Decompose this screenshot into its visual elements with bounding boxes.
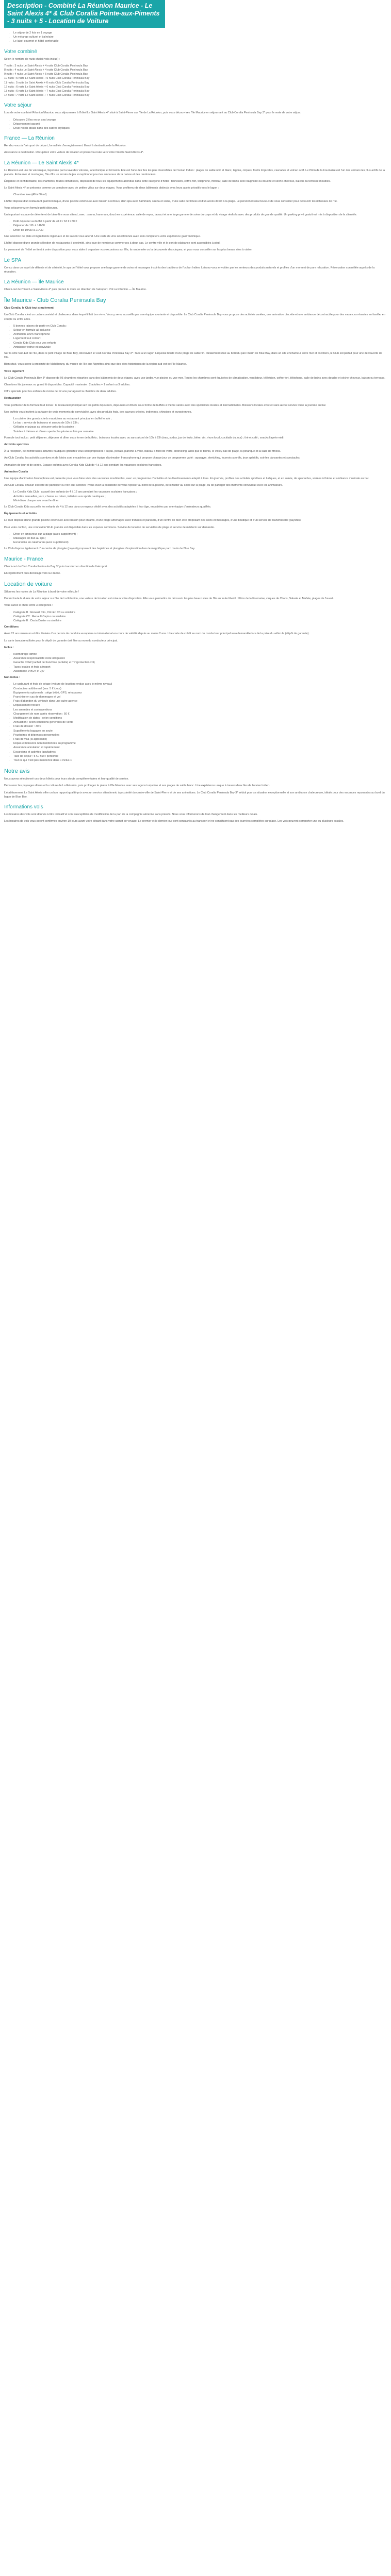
list-item: • Assurance responsabilité civile obligatoire	[13, 656, 387, 660]
combined-line: 14 nuits : 7 nuits Le Saint Alexis + 7 nuits Club Coralia Peninsula Bay	[4, 94, 90, 97]
extras-list	[4, 532, 387, 545]
stay-list	[4, 118, 387, 131]
paragraph: Sur la côte Sud-Est de l'île, dans le petit village de Blue Bay, découvrez le Club Coralia Peninsula Bay 3* : face à un lagon turquoise bordé d'une plage de sable fin. Idéalement situé au bord du parc marin de Blue Bay, dans un site enchanteur entre mer et cocotiers, le Club est parfait pour une découverte de l'île.	[4, 351, 382, 360]
subtitle	[4, 470, 387, 474]
list-item: • Catégorie B : Renault Clio, Citroën C3 ou similaire	[13, 611, 387, 615]
list-item: • Excursions en catamaran (avec supplément)	[13, 540, 387, 545]
list-item: • Mini-disco chaque soir avant le dîner	[13, 499, 387, 503]
list-item: • Chambre luxe (40 à 60 m²)	[13, 193, 387, 197]
combined-line: 11 nuits : 5 nuits Le Saint Alexis + 6 nuits Club Coralia Peninsula Bay	[4, 81, 89, 84]
paragraph: Le personnel de l'hôtel se tient à votre disposition pour vous aider à organiser vos excursions sur l'île, la randonnée ou la découverte des cirques, et pour vous conseiller sur les plus beaux sites à visiter.	[4, 248, 253, 252]
paragraph: Les horaires de vols vous seront confirmés environ 10 jours avant votre départ dans votre carnet de voyage. Le premier et le dernier jour sont consacrés au transport et ne constituent pas des journées complètes sur place. Les vols peuvent comporter une ou plusieurs escales.	[4, 820, 344, 823]
subtitle-text: Non inclus :	[4, 676, 20, 680]
paragraph: La Réunion est une île volcanique, façonnée par la lave des volcans, la tectonique et l'érosion. Elle est l'une des îles les plus diversifiées de l'océan Indien : plages de sable noir et blanc, lagons, cirques, forêts tropicales, cascades et volcan actif. Le Piton de la Fournaise est l'un des volcans les plus actifs de la planète. Entre mer et montagne, l'île offre un terrain de jeu exceptionnel pour les amoureux de la nature et des randonnées.	[4, 168, 385, 176]
paragraph: Selon le nombre de nuits choisi (vols inclus) :	[4, 57, 60, 61]
paragraph: Conçu dans un esprit de détente et de sérénité, le spa de l'hôtel vous propose une large gamme de soins et massages inspirés des traditions de l'océan Indien. Laissez-vous envoûter par les senteurs des produits naturels et profitez d'un moment de pure relaxation. Réservation conseillée auprès de la réception.	[4, 266, 375, 274]
page-title-banner: Description - Combiné La Réunion Maurice - Le Saint Alexis 4* & Club Coralia Pointe-aux-Piments - 3 nuits + 5 - Location de Voiture	[4, 0, 165, 28]
paragraph: L'établissement Le Saint Alexis offre un bon rapport qualité-prix avec un service attentionné, à proximité du centre-ville de Saint-Pierre et de ses animations. Le Club Coralia Peninsula Bay 3* séduit pour sa situation exceptionnelle et son ambiance chaleureuse, idéale pour des vacances reposantes au bord du lagon de Blue Bay.	[4, 791, 385, 799]
list-item: • Frais d'abandon du véhicule dans une autre agence	[13, 699, 387, 703]
paragraph: Un important espace de détente et de bien-être vous attend, avec : sauna, hammam, douches expérience, salle de repos, jacuzzi et une large gamme de soins du corps et du visage réalisés avec des produits de grande qualité. Un parking privé gratuit est mis à disposition de la clientèle.	[4, 213, 357, 217]
section-title-return: Maurice - France	[4, 556, 43, 562]
paragraph: Durant toute la durée de votre séjour sur l'île de La Réunion, une voiture de location est mise à votre disposition. Elle vous permettra de découvrir les plus beaux sites de l'île en toute liberté : Piton de la Fournaise, cirques de Cilaos, Salazie et Mafate, plages de l'ouest...	[4, 597, 335, 601]
section-title-hotel2: Île Maurice - Club Coralia Peninsula Bay	[4, 297, 106, 304]
list-item: • Dépassement horaire	[13, 703, 387, 707]
list-item: • Catégorie C2 : Renault Captur ou similaire	[13, 615, 387, 619]
combined-lines	[4, 64, 387, 98]
list-item: • Le Coralia Kids Club : accueil des enfants de 4 à 12 ans pendant les vacances scolaires françaises ;	[13, 490, 387, 494]
list-item: • Grillades et pizzas au déjeuner près de la piscine ;	[13, 425, 387, 429]
list-item: • Les amendes et contraventions	[13, 708, 387, 712]
list-item: • Le label gourmet et hôtel confortable	[13, 39, 387, 43]
list-item: • Petit déjeuner au buffet à partir de 44 € / 63 € / 80 €	[13, 219, 387, 224]
list-item: • Dépaysement garanti	[13, 122, 387, 126]
subtitle	[4, 512, 387, 516]
paragraph: Nos buffets vous invitent à partager de vrais moments de convivialité, avec des produits frais, des saveurs créoles, indiennes, chinoises et européennes.	[4, 410, 192, 414]
section-title-opinion: Notre avis	[4, 768, 30, 775]
combined-line: 8 nuits : 4 nuits Le Saint Alexis + 4 nuits Club Coralia Peninsula Bay	[4, 69, 88, 72]
combined-line: 13 nuits : 6 nuits Le Saint Alexis + 7 nuits Club Coralia Peninsula Bay	[4, 90, 90, 93]
subtitle	[4, 646, 387, 650]
intro-list	[4, 31, 387, 44]
list-item: • Logement tout confort	[13, 336, 387, 341]
list-item: • Annulation : selon conditions générales de vente	[13, 720, 387, 724]
paragraph: Le Club Coralia Peninsula Bay 3* dispose de 95 chambres réparties dans des bâtiments de deux étages, avec vue jardin, vue piscine ou vue mer. Toutes les chambres sont équipées de climatisation, ventilateur, télévision, coffre-fort, téléphone, salle de bains avec douche et sèche-cheveux, balcon ou terrasse.	[4, 376, 385, 380]
list-item: • Découvrir 2 îles en un seul voyage	[13, 118, 387, 122]
list-item: • Équipements optionnels : siège bébé, GPS, rehausseur	[13, 691, 387, 695]
paragraph: Une sélection de plats et ingrédients régionaux et de saison vous attend. Une carte de vins sélectionnés avec soin complétera votre expérience gastronomique.	[4, 234, 201, 238]
paragraph: Au Club Coralia, chacun est libre de participer ou non aux activités : vous avez la possibilité de vous reposer au bord de la piscine, de lézarder au soleil sur la plage, ou de partager des moments conviviaux avec les animateurs.	[4, 484, 283, 487]
paragraph: Bien situé, vous serez à proximité de Mahébourg, du musée de l'île aux Aigrettes ainsi que des sites historiques de la région sud-est de l'île Maurice.	[4, 363, 187, 366]
list-item: • Kilométrage illimité	[13, 652, 387, 656]
list-item: • Le carburant et frais de péage (voiture de location rendue avec le même niveau)	[13, 682, 387, 686]
subtitle-text: Inclus :	[4, 646, 14, 649]
paragraph: Offre spéciale pour les enfants de moins de 12 ans partageant la chambre de deux adultes.	[4, 390, 117, 394]
paragraph: Vous profiterez de la formule tout inclus : le restaurant principal sert les petits déjeuners, déjeuners et dîners sous forme de buffets à thème variés avec des spécialités locales et internationales. Boissons locales avec et sans alcool servies toute la journée au bar.	[4, 403, 327, 407]
kids-list	[4, 490, 387, 503]
subtitle	[4, 443, 387, 447]
room-list	[4, 193, 387, 197]
list-item: • Garantie CDW (rachat de franchise partielle) et TP (protection vol)	[13, 660, 387, 665]
list-item: • Coralia Kids Club pour vos enfants	[13, 341, 387, 345]
combined-line: 9 nuits : 4 nuits Le Saint Alexis + 5 nuits Club Coralia Peninsula Bay	[4, 73, 88, 76]
paragraph: Le club dispose d'une grande piscine extérieure avec bassin pour enfants, d'une plage aménagée avec transats et parasols, d'un centre de bien-être proposant des soins et massages, d'une boutique et d'un service de blanchisserie (payants).	[4, 519, 302, 522]
paragraph: Les horaires des vols sont donnés à titre indicatif et sont susceptibles de modification de la part de la compagnie aérienne sans préavis. Nous vous informerons de tout changement dans les meilleurs délais.	[4, 812, 258, 816]
paragraph: La carte bancaire utilisée pour le dépôt de garantie doit être au nom du conducteur principal.	[4, 639, 118, 642]
subtitle	[4, 625, 387, 629]
list-item: • Conducteur additionnel (env. 5 € / jour)	[13, 687, 387, 691]
list-item: • Séjour en formule all inclusive	[13, 328, 387, 332]
list-item: • Un mélange culturel et balnéaire	[13, 35, 387, 39]
section-title-transfer: La Réunion — Île Maurice	[4, 279, 64, 285]
list-item: • Le séjour de 2 fois en 1 voyage	[13, 31, 387, 35]
subtitle-text: Restauration	[4, 397, 21, 400]
paragraph: Vous aurez le choix entre 3 catégories :	[4, 604, 53, 607]
subtitle-text: Animation Coralia	[4, 470, 28, 473]
paragraph: Vous séjournerez en formule petit déjeuner.	[4, 206, 58, 210]
list-item: • Deux hôtels idéals dans des cadres idylliques	[13, 126, 387, 130]
list-item: • Taxes locales et frais aéroport	[13, 665, 387, 669]
subtitle-text: Activités sportives	[4, 443, 29, 446]
list-item: • Pourboires et dépenses personnelles	[13, 733, 387, 737]
car-category-list	[4, 611, 387, 623]
combined-line: 10 nuits : 5 nuits Le Saint Alexis + 5 nuits Club Coralia Peninsula Bay	[4, 77, 90, 80]
subtitle	[4, 306, 387, 310]
list-item: • Excursions et activités facultatives	[13, 750, 387, 754]
paragraph: Assistance à destination. Récupérez votre voiture de location et prenez la route vers votre hôtel le Saint Alexis 4*.	[4, 151, 144, 155]
section-title-car: Location de voiture	[4, 581, 52, 588]
paragraph: Check-out du Club Coralia Peninsula Bay 3* puis transfert en direction de l'aéroport.	[4, 565, 108, 568]
paragraph: Une équipe d'animation francophone est présente pour vous faire vivre des vacances inoubliables, avec un programme d'activités et de divertissements adapté à tous. En journée, profitez des activités sportives et ludiques, et en soirée, de spectacles, soirées à thème et ambiance musicale au bar.	[4, 477, 369, 480]
paragraph: Lors de votre combiné Réunion/Maurice, vous séjournerez à l'hôtel Le Saint Alexis 4* situé à Saint-Pierre sur l'île de La Réunion, puis vous découvrirez l'île Maurice en séjournant au Club Coralia Peninsula Bay 3* pour le reste de votre séjour.	[4, 111, 301, 115]
paragraph: Le Club Coralia Kids accueille les enfants de 4 à 12 ans dans un espace dédié avec des activités adaptées à leur âge, encadrées par une équipe d'animateurs qualifiés.	[4, 505, 211, 509]
paragraph: Animation de jour et de soirée. Espace enfants avec Coralia Kids Club de 4 à 12 ans pendant les vacances scolaires françaises.	[4, 463, 162, 467]
list-item: • Massages en duo au spa ;	[13, 536, 387, 540]
list-item: • Assistance 24h/24 et 7j/7	[13, 669, 387, 673]
paragraph: Nous avons sélectionné ces deux hôtels pour leurs atouts complémentaires et leur qualité de service.	[4, 777, 129, 781]
list-item: • Activités manuelles, jeux, chasse au trésor, initiation aux sports nautiques ;	[13, 495, 387, 499]
list-item: • Animation 100% francophone	[13, 332, 387, 336]
paragraph: Au Club Coralia, les activités sportives et de loisirs sont encadrées par une équipe d'animation francophone qui propose chaque jour un programme varié : aquagym, stretching, tournois sportifs, jeux apéritifs, soirées dansantes et spectacles.	[4, 456, 301, 460]
paragraph: Check-out de l'hôtel Le Saint Alexis 4* puis prenez la route en direction de l'aéroport. Vol La Réunion — Île Maurice.	[4, 287, 147, 291]
list-item: • La cuisine des grands chefs mauriciens au restaurant principal en buffet le soir ;	[13, 417, 387, 421]
list-item: • Frais de visa (si applicable)	[13, 737, 387, 741]
subtitle	[4, 396, 387, 400]
list-item: • Assurance annulation et rapatriement	[13, 745, 387, 750]
list-item: • 5 bonnes raisons de partir en Club Coralia :	[13, 324, 387, 328]
subtitle-text: Équipements et activités	[4, 512, 37, 516]
paragraph: Avoir 21 ans minimum et être titulaire d'un permis de conduire européen ou international en cours de validité depuis au moins 2 ans. Une carte de crédit au nom du conducteur principal sera demandée lors de la prise du véhicule (dépôt de garantie).	[4, 632, 309, 636]
section-title-route: France — La Réunion	[4, 135, 55, 142]
list-item: • Tout ce qui n'est pas mentionné dans « inclus »	[13, 758, 387, 762]
list-item: • Changement de nom après réservation : 50 €	[13, 712, 387, 716]
page	[0, 0, 391, 831]
paragraph: L'hôtel dispose d'une grande sélection de restaurants à proximité, ainsi que de nombreux commerces à deux pas. Le centre ville et le port de plaisance sont accessibles à pied.	[4, 242, 221, 245]
paragraph: Chambres lits jumeaux ou grand lit disponibles. Capacité maximale : 2 adultes + 1 enfant ou 3 adultes.	[4, 383, 131, 386]
restaurant-list	[4, 417, 387, 434]
reasons-list	[4, 324, 387, 349]
paragraph: Pour votre confort, une connexion Wi-Fi gratuite est disponible dans les espaces communs. Service de location de serviettes de plage et service de médecin sur demande.	[4, 526, 215, 529]
list-item: • Modification de dates : selon conditions	[13, 716, 387, 720]
paragraph: Sillonnez les routes de La Réunion à bord de votre véhicule !	[4, 590, 79, 594]
list-item: • Dîner en amoureux sur la plage (avec supplément) ;	[13, 532, 387, 536]
paragraph: Enregistrement puis décollage vers la France.	[4, 571, 61, 575]
list-item: • Suppléments bagages en soute	[13, 729, 387, 733]
meal-list	[4, 219, 387, 232]
subtitle	[4, 369, 387, 374]
list-item: • Ambiance festive et conviviale	[13, 345, 387, 349]
paragraph: Élégance et confidentialité, les chambres, toutes climatisées, disposent de tous les équipements attendus dans cette catégorie d'hôtel : télévision, coffre-fort, téléphone, minibar, salle de bains avec baignoire ou douche et sèche-cheveux, balcon ou terrasse meublés.	[4, 180, 331, 183]
paragraph: L'hôtel dispose d'un restaurant gastronomique, d'une piscine extérieure avec bassin à remous, d'un spa avec hammam, sauna et soins, d'une salle de fitness et d'un accès direct à la plage. Le personnel sera heureux de vous conseiller pour découvrir les richesses de l'île.	[4, 199, 338, 203]
section-title-spa: Le SPA	[4, 257, 22, 263]
list-item: • Déjeuner de 12h à 14h30	[13, 224, 387, 228]
included-list	[4, 652, 387, 673]
paragraph: Découvrez les paysages divers et la culture de La Réunion, puis prolongez le plaisir à l'île Maurice avec ses lagons turquoise et ses plages de sable blanc. Une expérience unique à travers deux îles de l'océan Indien.	[4, 784, 270, 788]
list-item: • Franchise en cas de dommages et vol	[13, 695, 387, 699]
paragraph: Rendez-vous à l'aéroport de départ, formalités d'enregistrement. Envol à destination de la Réunion.	[4, 144, 126, 148]
list-item: • Frais de dossier : 30 €	[13, 724, 387, 728]
list-item: • Taxe de séjour : 5 € / nuit / personne	[13, 754, 387, 758]
subtitle-text: Conditions	[4, 625, 19, 629]
paragraph: À la réception, de nombreuses activités nautiques gratuites vous sont proposées : kayak, pédalo, planche à voile, bateau à fond de verre, snorkeling, ainsi que le tennis, le volley-ball de plage, la pétanque et la salle de fitness.	[4, 450, 281, 453]
list-item: • Soirées à thèmes et dîners spectacles plusieurs fois par semaine	[13, 430, 387, 434]
list-item: • Repas et boissons non mentionnés au programme	[13, 741, 387, 745]
paragraph: Un Club Coralia, c'est un cadre convivial et chaleureux dans lequel il fait bon vivre. Vous y serez accueillis par une équipe souriante et disponible. Le Club Coralia Peninsula Bay vous propose des activités variées, une animation discrète et une ambiance décontractée pour des vacances réussies en famille, en couple ou entre amis.	[4, 313, 385, 321]
section-title-hotel1: La Réunion — Le Saint Alexis 4*	[4, 160, 79, 166]
subtitle	[4, 675, 387, 680]
paragraph: Le Saint Alexis 4* se présente comme un complexe avec de petites villas sur deux étages. Vous profiterez de deux bâtiments distincts avec leurs accès privatifs vers le lagon :	[4, 187, 219, 190]
combined-line: 12 nuits : 6 nuits Le Saint Alexis + 6 nuits Club Coralia Peninsula Bay	[4, 85, 90, 89]
section-title-info: Informations vols	[4, 804, 43, 810]
paragraph: Formule tout inclus : petit déjeuner, déjeuner et dîner sous forme de buffets ; boissons locales avec ou sans alcool de 10h à 23h (eau, sodas, jus de fruits, bière, vin, rhum local, cocktails du jour) ; thé et café ; snacks l'après-midi.	[4, 436, 284, 439]
combined-line: 7 nuits : 3 nuits Le Saint Alexis + 4 nuits Club Coralia Peninsula Bay	[4, 64, 88, 67]
list-item: • Catégorie E : Dacia Duster ou similaire	[13, 619, 387, 623]
list-item: • Dîner de 19h30 à 21h30	[13, 228, 387, 232]
paragraph: Le Club dispose également d'un centre de plongée (payant) proposant des baptêmes et plongées d'exploration dans le magnifique parc marin de Blue Bay.	[4, 547, 196, 551]
subtitle-text: Votre logement	[4, 369, 24, 373]
subtitle-text: Club Coralia, le Club tout simplement	[4, 307, 54, 310]
section-title-stay: Votre séjour	[4, 103, 32, 109]
list-item: • Le bar : service de boissons et snacks de 10h à 23h ;	[13, 421, 387, 425]
excluded-list	[4, 682, 387, 762]
section-title-combined: Votre combiné	[4, 48, 37, 55]
